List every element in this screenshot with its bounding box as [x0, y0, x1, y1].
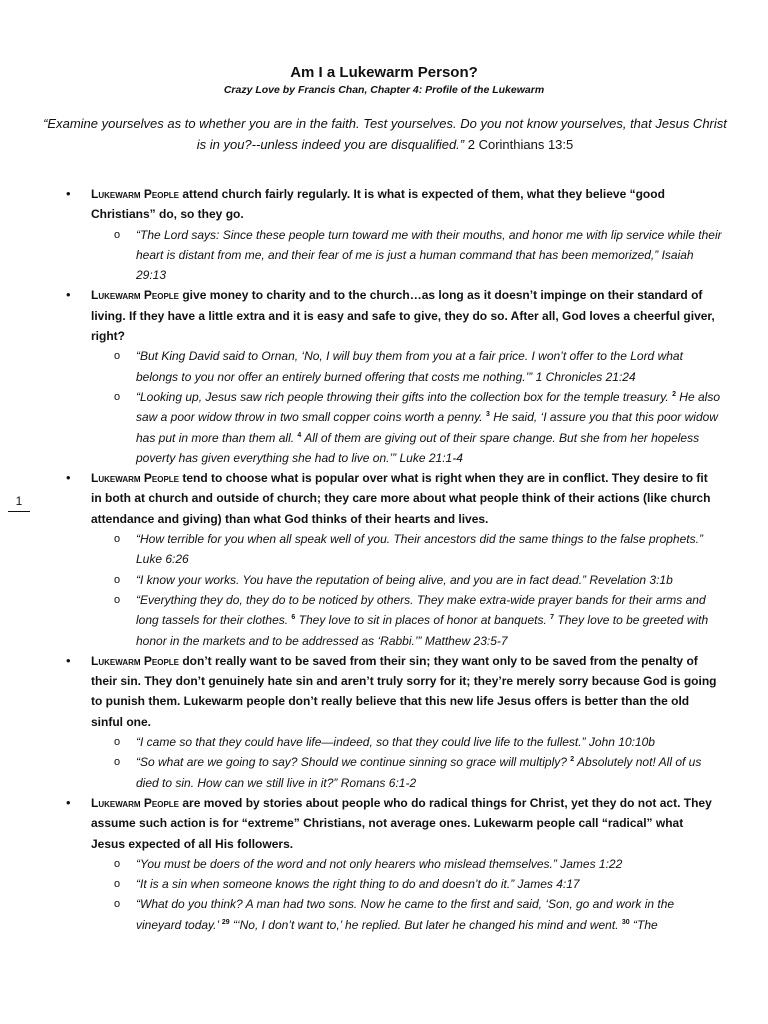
verse-number: 6 [291, 614, 296, 622]
scripture-quote [114, 529, 722, 570]
quote-text-b: “‘No, I don’t want to,’ he replied. But later he changed his mind and went. [229, 917, 622, 932]
section-lead: Lukewarm People [91, 471, 180, 486]
quote-text-a: “What do you think? A man had two sons. Now he came to the first and said, ‘Son, go and work in the vineyard today.’ [136, 897, 675, 932]
sub-bullet-icon: o [114, 390, 121, 403]
section-lead: Lukewarm People [91, 288, 180, 303]
quote-text-a: “So what are we going to say? Should we continue sinning so grace will multiply? [136, 755, 571, 770]
scripture-quote [114, 732, 722, 752]
sub-bullet-icon: o [114, 857, 121, 870]
verse-number: 4 [297, 431, 302, 439]
epigraph [40, 113, 730, 155]
section-text: are moved by stories about people who do radical things for Christ, yet they do not act. They assume such action is for “extreme” Christians, not average ones. Lukewarm people call “radical” what Jesus expected of all His followers. [91, 795, 712, 851]
bullet-icon: • [66, 652, 71, 668]
quote-text: “I know your works. You have the reputation of being alive, and you are in fact dead.” Revelation 3:1b [136, 572, 673, 587]
quote-text: “The Lord says: Since these people turn toward me with their mouths, and honor me with lip service while their heart is distant from me, and their fear of me is just a human command that has been memorized,” Isaiah 29:13 [136, 227, 722, 283]
quote-text-d: All of them are giving out of their spare change. But she from her hopeless poverty has given everything she had to live on.’” Luke 21:1-4 [136, 430, 700, 465]
verse-number: 2 [672, 390, 676, 398]
quote-text: “I came so that they could have life—indeed, so that they could live life to the fullest.” John 10:10b [136, 735, 655, 750]
quote-text-b: They love to sit in places of honor at banquets. [295, 613, 551, 628]
list-item [66, 184, 717, 225]
quote-text-b: He also saw a poor widow throw in two small copper coins worth a penny. [136, 389, 720, 425]
sub-bullet-icon: o [114, 736, 121, 749]
sub-bullet-icon: o [114, 878, 121, 891]
scripture-quote [114, 387, 722, 468]
section-lead: Lukewarm People [91, 653, 180, 668]
verse-number: 30 [621, 918, 630, 926]
epigraph-reference: 2 Corinthians 13:5 [464, 137, 574, 152]
scripture-quote [114, 854, 722, 874]
sub-bullet-icon: o [114, 756, 121, 769]
scripture-quote [114, 752, 722, 793]
bullet-icon: • [66, 287, 71, 303]
scripture-quote [114, 874, 722, 894]
list-item [66, 468, 717, 529]
epigraph-text: “Examine yourselves as to whether you are in the faith. Test yourselves. Do you not know yourselves, that Jesus Christ is in you?--unless indeed you are disqualified.” [43, 116, 727, 152]
quote-text-b: Absolutely not! All of us died to sin. How can we still live in it?” Romans 6:1-2 [136, 755, 702, 790]
scripture-quote [114, 590, 722, 651]
sub-bullet-icon: o [114, 573, 121, 586]
verse-number: 7 [550, 614, 555, 622]
sub-bullet-icon: o [114, 350, 121, 363]
section-text: don’t really want to be saved from their sin; they want only to be saved from the penalty of their sin. They don’t genuinely hate sin and aren’t truly sorry for it; they’re merely sorry because God is going to punish them. Lukewarm people don’t really believe that this new life Jesus offers is better than the old sinful one. [91, 653, 717, 729]
lukewarm-profile-list [0, 184, 768, 935]
bullet-icon: • [66, 186, 71, 201]
page-number: 1 [8, 494, 30, 512]
scripture-quote [114, 225, 722, 286]
document-subtitle: Crazy Love by Francis Chan, Chapter 4: Profile of the Lukewarm [223, 84, 545, 96]
scripture-quote [114, 346, 722, 387]
list-item [66, 651, 717, 732]
quote-text-c: “The [629, 917, 658, 932]
verse-number: 3 [485, 411, 490, 419]
document-title: Am I a Lukewarm Person? [290, 64, 478, 81]
quote-text-c: They love to be greeted with honor in the markets and to be addressed as ‘Rabbi.’” Matthew 23:5-7 [136, 613, 709, 648]
list-item [66, 285, 717, 346]
bullet-icon: • [66, 794, 71, 810]
sub-bullet-icon: o [114, 898, 121, 911]
verse-number: 2 [570, 756, 575, 764]
quote-text: “But King David said to Ornan, ‘No, I will buy them from you at a fair price. I won’t offer to the Lord what belongs to you nor offer an entirely burned offering that costs me nothing.’” 1 Chronicles 21:24 [136, 349, 683, 384]
quote-text-a: “Looking up, Jesus saw rich people throwing their gifts into the collection box for the temple treasury. [136, 389, 673, 404]
quote-text: “You must be doers of the word and not only hearers who mislead themselves.” James 1:22 [136, 856, 623, 871]
quote-text: “It is a sin when someone knows the right thing to do and doesn’t do it.” James 4:17 [136, 877, 580, 892]
section-text: attend church fairly regularly. It is what is expected of them, what they believe “good Christians” do, so they go. [91, 187, 665, 222]
quote-text-a: “Everything they do, they do to be noticed by others. They make extra-wide prayer bands for their arms and long tassels for their clothes. [136, 592, 706, 628]
section-lead: Lukewarm People [91, 795, 180, 810]
quote-text: “How terrible for you when all speak well of you. Their ancestors did the same things to the false prophets.” Luke 6:26 [136, 532, 703, 567]
quote-text-c: He said, ‘I assure you that this poor widow has put in more than them all. [136, 410, 718, 445]
scripture-quote [114, 894, 722, 935]
verse-number: 29 [221, 918, 230, 926]
list-item [66, 793, 717, 854]
sub-bullet-icon: o [114, 593, 121, 606]
bullet-icon: • [66, 470, 71, 486]
section-lead: Lukewarm People [91, 187, 180, 201]
document-header [0, 63, 768, 97]
sub-bullet-icon: o [114, 533, 121, 546]
scripture-quote [114, 570, 722, 590]
sub-bullet-icon: o [114, 228, 121, 241]
section-text: give money to charity and to the church…as long as it doesn’t impinge on their standard of living. If they have a little extra and it is easy and safe to give, they do so. After all, God loves a cheerful giver, right? [91, 288, 715, 344]
section-text: tend to choose what is popular over what is right when they are in conflict. They desire to fit in both at church and outside of church; they care more about what people think of their actions (like church attendance and giving) than what God thinks of their hearts and lives. [91, 471, 711, 526]
